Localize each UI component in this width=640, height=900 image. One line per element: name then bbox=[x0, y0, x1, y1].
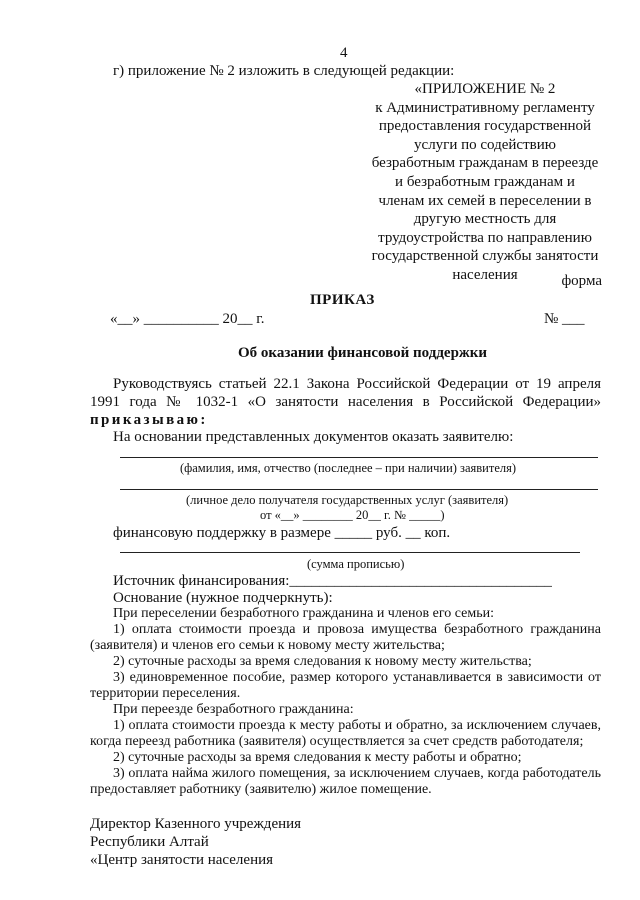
basis-line: На основании представленных документов оказать заявителю: bbox=[113, 429, 514, 445]
support-amount: финансовую поддержку в размере _____ руб. __ коп. bbox=[113, 525, 451, 541]
annex-line: предоставления государственной bbox=[378, 118, 592, 135]
relocation-item-2: 2) суточные расходы за время следования к новому месту жительства; bbox=[113, 654, 532, 669]
fio-caption: (фамилия, имя, отчество (последнее – при наличии) заявителя) bbox=[180, 461, 517, 475]
annex-line: услуги по содействию bbox=[414, 136, 556, 153]
order-number-field: № ___ bbox=[544, 311, 585, 327]
annex-line: трудоустройства по направлению bbox=[378, 229, 592, 246]
move-item-2: 2) суточные расходы за время следования к месту работы и обратно; bbox=[113, 750, 522, 765]
relocation-item-1-line-2: (заявителя) и членов его семьи к новому месту жительства; bbox=[90, 638, 445, 653]
annex-line: безработным гражданам в переезде bbox=[371, 155, 599, 172]
relocation-item-3-line-1: 3) единовременное пособие, размер которого устанавливается в зависимости от bbox=[113, 670, 601, 685]
order-date-field: «__» __________ 20__ г. bbox=[110, 311, 265, 327]
annex-line: населения bbox=[452, 266, 518, 283]
signature-line-2: Республики Алтай bbox=[90, 834, 209, 850]
annex-line: государственной службы занятости bbox=[371, 248, 599, 265]
move-item-3-line-2: предоставляет работнику (заявителю) жилое помещение. bbox=[90, 782, 432, 797]
move-item-1-line-1: 1) оплата стоимости проезда к месту работы и обратно, за исключением случаев, bbox=[113, 718, 601, 733]
annex-line: «ПРИЛОЖЕНИЕ № 2 bbox=[414, 81, 556, 97]
move-item-3-line-1: 3) оплата найма жилого помещения, за исключением случаев, когда работодатель bbox=[113, 766, 601, 781]
move-heading: При переезде безработного гражданина: bbox=[113, 702, 354, 717]
funding-source: Источник финансирования:___________________________________ bbox=[113, 573, 552, 589]
signature-line-1: Директор Казенного учреждения bbox=[90, 816, 302, 832]
preamble-line-1: Руководствуясь статьей 22.1 Закона Российской Федерации от 19 апреля bbox=[113, 376, 601, 392]
signature-line-3: «Центр занятости населения bbox=[90, 852, 274, 868]
annex-line: другую местность для bbox=[413, 211, 557, 228]
relocation-item-1-line-1: 1) оплата стоимости проезда и провоза имущества безработного гражданина bbox=[113, 622, 601, 637]
decree-word: приказываю: bbox=[90, 412, 208, 428]
annex-line: и безработным гражданам и bbox=[395, 173, 575, 190]
annex-line: членам их семей в переселении в bbox=[378, 192, 592, 209]
order-title: ПРИКАЗ bbox=[310, 292, 375, 308]
intro-line: г) приложение № 2 изложить в следующей редакции: bbox=[113, 63, 455, 79]
annex-block bbox=[350, 80, 620, 285]
fio-underline[interactable] bbox=[120, 457, 598, 458]
case-caption: (личное дело получателя государственных услуг (заявителя) bbox=[186, 493, 509, 507]
move-item-1-line-2: когда переезд работника (заявителя) осуществляется за счет средств работодателя; bbox=[90, 734, 584, 749]
sum-caption: (сумма прописью) bbox=[307, 557, 405, 571]
sum-underline[interactable] bbox=[120, 552, 580, 553]
order-heading: Об оказании финансовой поддержки bbox=[238, 345, 488, 361]
annex-line: к Административному регламенту bbox=[375, 99, 595, 116]
form-label: форма bbox=[561, 273, 602, 289]
relocation-heading: При переселении безработного гражданина и членов его семьи: bbox=[113, 606, 494, 621]
basis-note: Основание (нужное подчеркнуть): bbox=[113, 590, 333, 606]
page-number: 4 bbox=[340, 45, 348, 61]
case-date: от «__» ________ 20__ г. № _____) bbox=[260, 508, 445, 522]
case-underline[interactable] bbox=[120, 489, 598, 490]
preamble-line-2: 1991 года № 1032-1 «О занятости населения в Российской Федерации» bbox=[90, 394, 601, 410]
relocation-item-3-line-2: территории переселения. bbox=[90, 686, 241, 701]
